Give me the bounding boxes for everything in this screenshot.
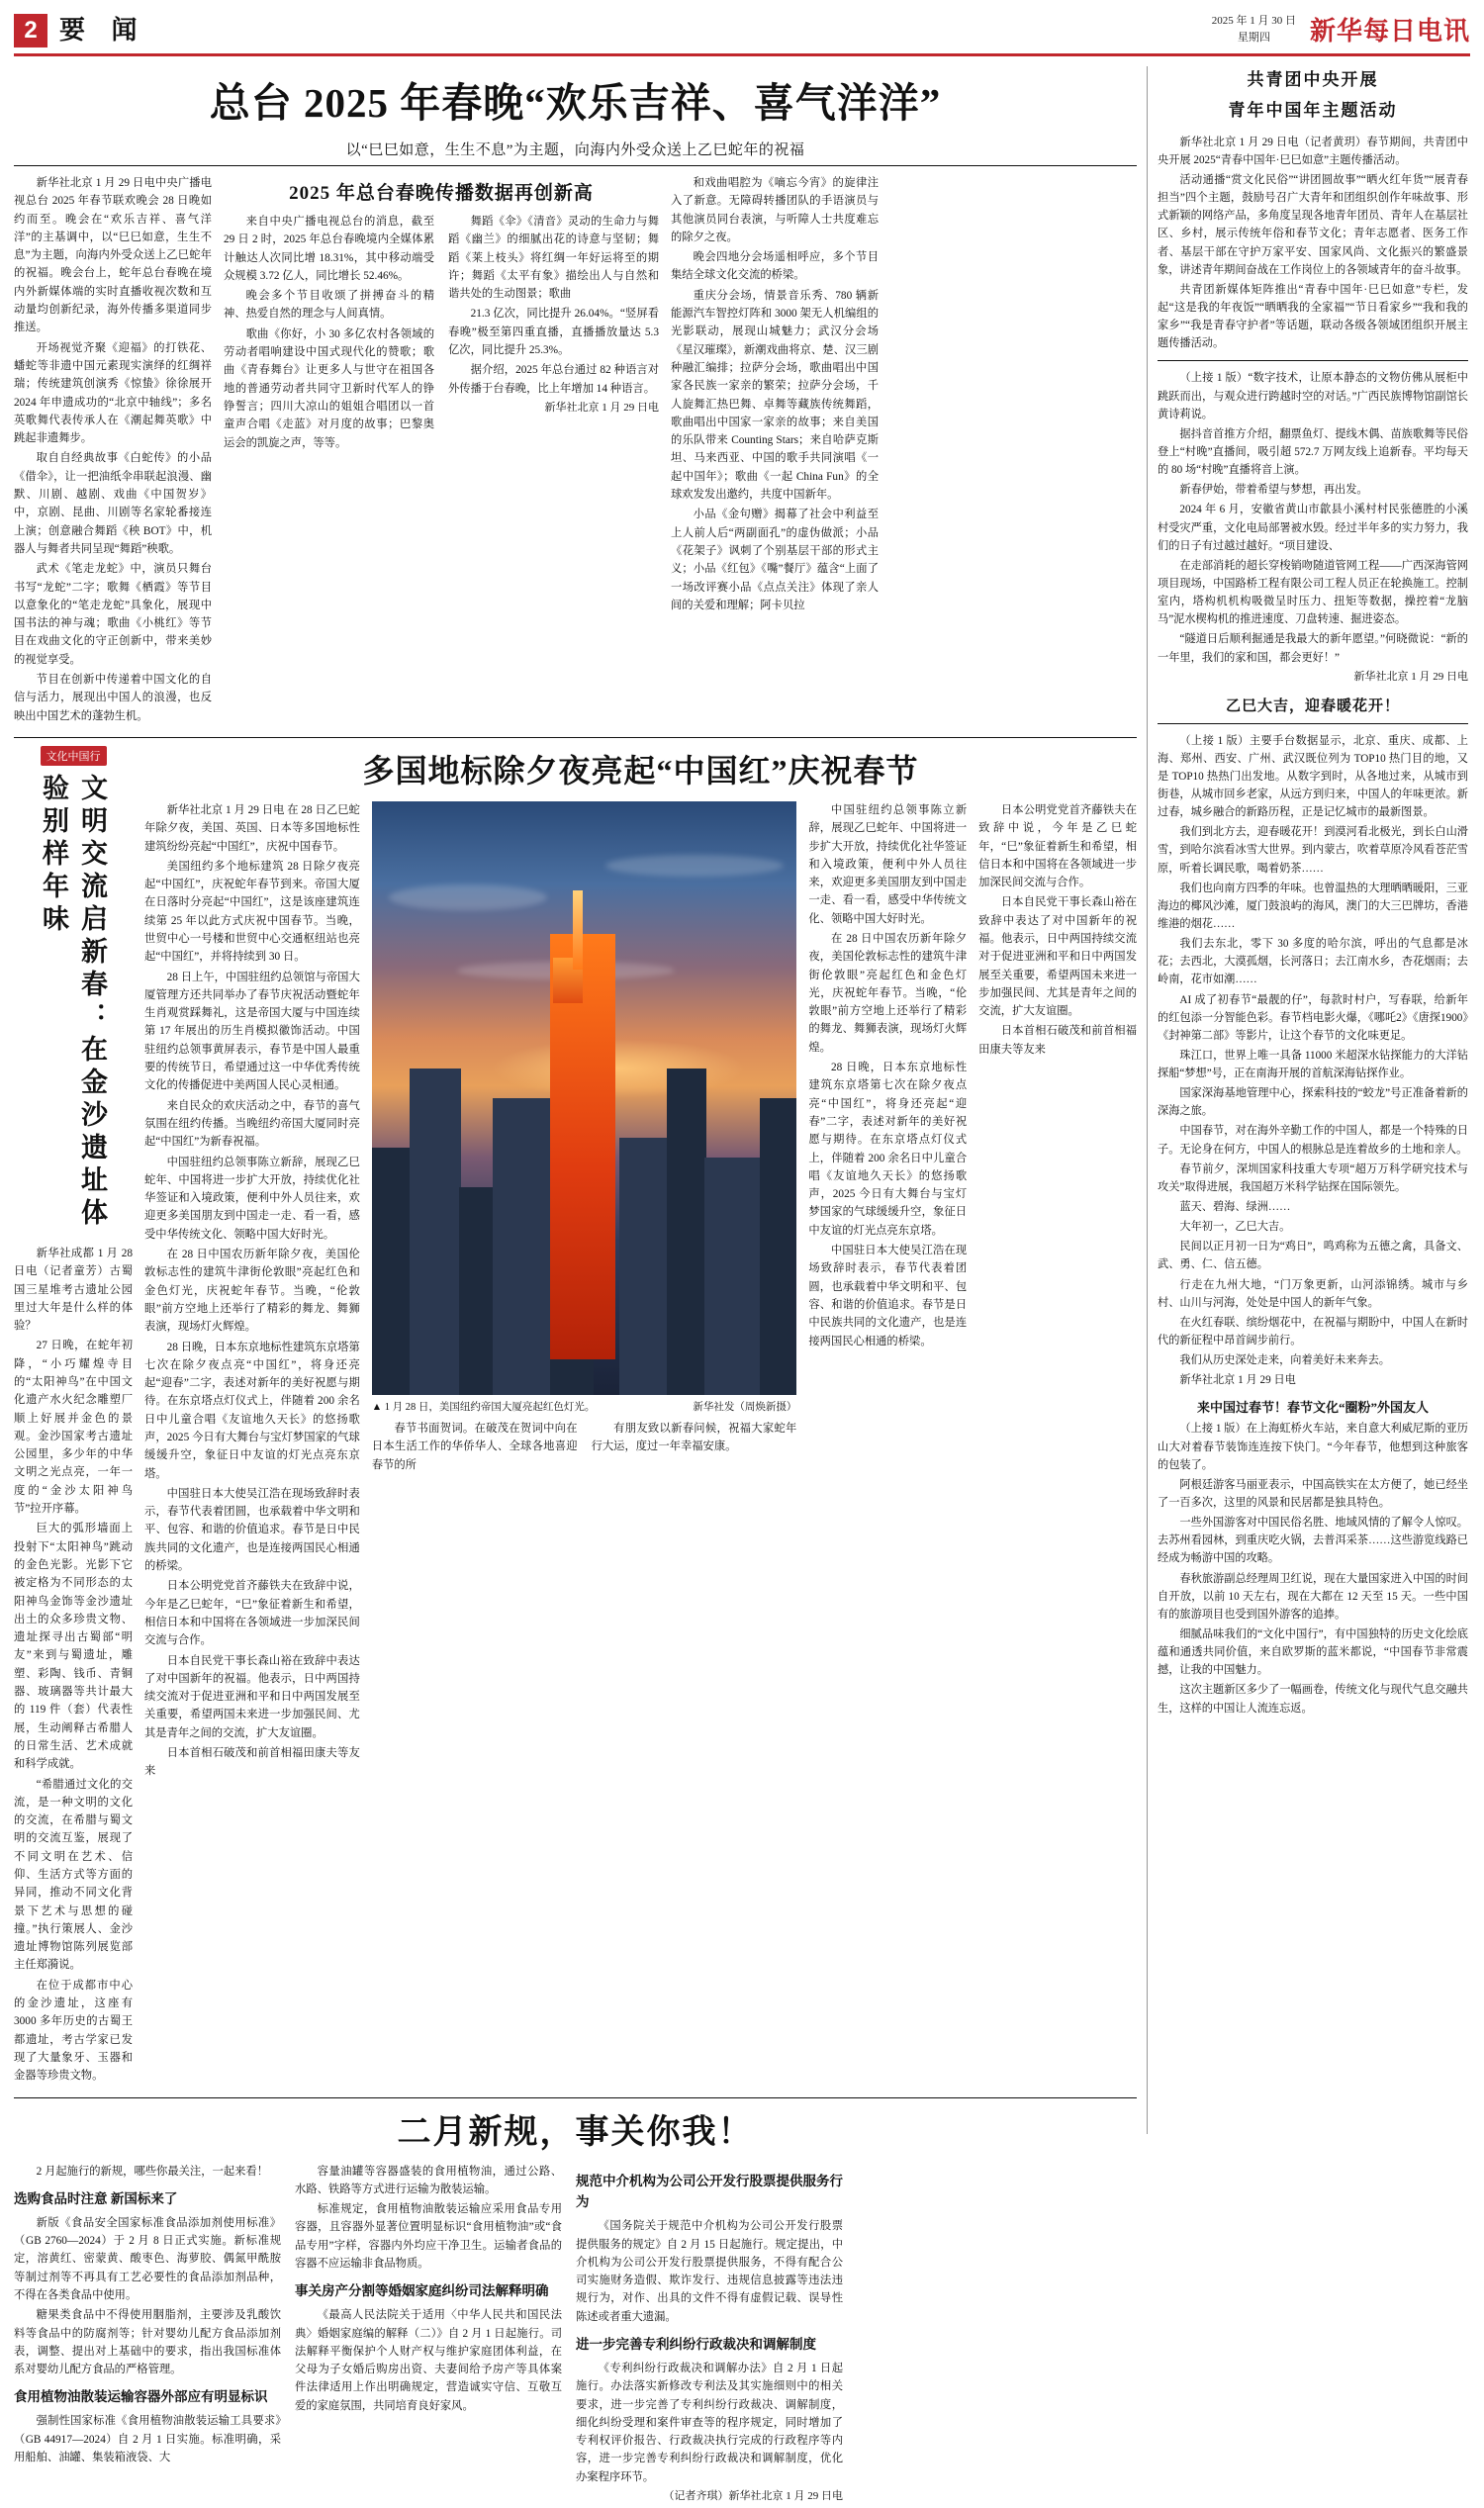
paragraph: 新华社北京 1 月 29 日电（记者黄玥）春节期间，共青团中央开展 2025“青春中国年·巳巳如意”主题传播活动。 — [1158, 136, 1468, 166]
feature-block — [14, 746, 1137, 2088]
culture-china-tour-tag: 文化中国行 — [41, 746, 107, 766]
paragraph: “隧道日后顺利掘通是我最大的新年愿望。”何晓微说：“新的一年里，我们的家和国，都会更好！” — [1158, 633, 1468, 664]
paragraph: 重庆分会场，情景音乐秀、780 辆新能源汽车智控灯阵和 3000 架无人机编组的光影联动，展现山城魅力；武汉分会场《星汉璀璨》，新潮戏曲将京、楚、汉三剧种融汇编排；拉萨分会场，歌曲唱出中国家各民族一家亲的繁荣；拉萨分会场，千人旋舞汇热巴舞、卓舞等藏族传统舞蹈，歌曲唱出中国家一家亲的故事；来自美国的乐队带来 Counting Stars；来自哈萨克斯坦、马来西亚、中国的歌手共同演唱《一起中国年》；歌曲《一起 China Fun》的全球欢发发出邀约，共度中国新年。 — [671, 289, 879, 502]
paragraph: 晚会四地分会场遥相呼应，多个节目集结全球文化交流的桥梁。 — [671, 251, 879, 282]
building — [667, 1068, 706, 1395]
paragraph: 2024 年 6 月，安徽省黄山市歙县小溪村村民张德胜的小溪村受灾严重，文化电局部署被水毁。经过半年多的实力努力，我们的日子有过越过越好。“项目建设、 — [1158, 504, 1468, 552]
right-headline-line2: 青年中国年主题活动 — [1228, 100, 1398, 120]
paragraph: 细腻品味我们的“文化中国行”，有中国独特的历史文化绘底蕴和通透共同价值，来自欧罗斯的蓝米都说，“中国春节非常震撼，让我的中国魅力。 — [1158, 1628, 1468, 1677]
empire-state-building-photo — [372, 801, 797, 1395]
right-column — [1147, 66, 1468, 2134]
paragraph: 新华社北京 1 月 29 日电 — [1179, 1374, 1296, 1387]
paragraph: 《最高人民法院关于适用〈中华人民共和国民法典〉婚姻家庭编的解释（二）》自 2 月 1 日起施行。司法解释平衡保护个人财产权与维护家庭团体利益，在父母为子女婚后购房出资、夫妻间给予房产等具体案件法律适用上作出明确规定，营造诚实守信、互敬互爱的家庭氛围，共同培育良好家风。 — [295, 2309, 562, 2412]
feature-col-1 — [144, 801, 360, 1783]
paragraph: 珠江口，世界上唯一具备 11000 米超深水钻探能力的大洋钻探船“梦想”号，正在南海开展的首航深海钻探作业。 — [1158, 1049, 1468, 1080]
paragraph: 标准规定，食用植物油散装运输应采用食品专用容器，且容器外显著位置明显标识“食用植物油”或“食品专用”字样，容器内外均应干净卫生。运输者食品的容器不应运输非食品物质。 — [295, 2203, 562, 2271]
paragraph: 我们从历史深处走来，向着美好未来奔去。 — [1179, 1354, 1390, 1367]
esb-antenna — [573, 890, 583, 970]
masthead — [14, 10, 1470, 56]
regulations-col-1 — [14, 2163, 281, 2508]
paragraph: 节目在创新中传递着中国文化的自信与活力，展现出中国人的浪漫，也反映出中国艺术的蓬勃生机。 — [14, 674, 212, 722]
lead-col-1 — [14, 174, 212, 727]
publication-logo: 新华每日电讯 — [1309, 17, 1470, 46]
paragraph: （上接 1 版）主要手台数据显示，北京、重庆、成都、上海、郑州、西安、广州、武汉既位列为 TOP10 热门目的地，又是 TOP10 热热门出发地。从数字到时，从各地过来，从城市到街巷，从城市回乡老家，从远方到归来，中国人的年味更浓。新过春，城乡融合的新路历程，正是记忆城市的最新图景。 — [1158, 734, 1468, 819]
paragraph: 春秋旅游副总经理周卫红说，现在大量国家进入中国的时间自开放，以前 10 天左右，现在大都在 12 天至 15 天。一些中国有的旅游项目也受到国外游客的追捧。 — [1158, 1572, 1468, 1621]
feature-photo-column — [372, 801, 797, 1783]
building — [704, 1158, 760, 1395]
building — [372, 1148, 412, 1395]
feature-tag-wrap — [14, 746, 133, 766]
regulations-col-3 — [576, 2163, 843, 2508]
feature-vertical-text — [14, 1245, 133, 2086]
paragraph: 据抖音首推方介绍，翻票鱼灯、提线木偶、苗族歌舞等民俗登上“村晚”直播间，吸引超 572.7 万网友线上追新春。平均每天的 80 场“村晚”直播将音上演。 — [1158, 427, 1468, 477]
paragraph: 中国驻纽约总领事陈立新辞，展现乙巳蛇年、中国将进一步扩大开放，持续优化社华签证和入境政策，便利中外人员往来，欢迎更多美国朋友到中国走一走、看一看，感受中华传统文化、领略中国大好时光。 — [808, 803, 968, 925]
paragraph: 有朋友致以新春问候，祝福大家蛇年行大运，度过一年幸福安康。 — [591, 1422, 797, 1453]
building — [619, 1138, 669, 1395]
paragraph: 28 日上午，中国驻纽约总领馆与帝国大厦管理方还共同举办了春节庆祝活动暨蛇年生肖观赏踩舞礼，这是帝国大厦与中国连续第 17 年展出的历生肖模拟徽饰活动。中国驻纽约总领事黄屏表示，春节是中国人最重要的传统节日，希望通过这一中华优秀传统文化的传播促进中美两国人民心灵相通。 — [144, 971, 360, 1092]
rule — [14, 165, 1137, 166]
paragraph: 晚会多个节目收颂了拼搏奋斗的精神、热爱自然的理念与人间真情。 — [224, 290, 434, 321]
lead-article-columns — [14, 174, 1137, 727]
paragraph: （上接 1 版）“数字技术，让原本静态的文物仿佛从展柜中跳跃而出，与观众进行跨越时空的对话。”广西民族博物馆副馆长黄诗莉说。 — [1158, 372, 1468, 420]
lead-col-3 — [671, 174, 879, 727]
building — [760, 1098, 797, 1395]
rule — [1158, 360, 1468, 361]
paragraph: 日本自民党干事长森山裕在致辞中表达了对中国新年的祝福。他表示，日中两国持续交流对于促进亚洲和平和日中两国发展至关重要，希望两国未来进一步加强民间、尤其是青年之间的交流，扩大友谊圈。 — [144, 1654, 360, 1739]
rule — [1158, 723, 1468, 724]
paragraph: 2 月起施行的新规，哪些你最关注，一起来看！ — [36, 2165, 269, 2178]
regulation-subhead-food: 选购食品时注意 新国标来了 — [14, 2190, 178, 2206]
paragraph: 一些外国游客对中国民俗名胜、地域风情的了解令人惊叹。去苏州看园林，到重庆吃火锅，去普洱采茶……这些游览线路已经成为畅游中国的攻略。 — [1158, 1517, 1468, 1565]
paragraph: AI 成了初春节“最靓的仔”，每款时村户，写春联，给新年的红包添一分智能色彩。春节档电影火爆，《哪吒2》《唐探1900》《封神第二部》等影片，让这个春节的文化味更足。 — [1158, 993, 1468, 1042]
paragraph: 据介绍，2025 年总台通过 82 种语言对外传播于台春晚，比上年增加 14 种语言。 — [448, 364, 659, 395]
byline: （记者齐琪）新华社北京 1 月 29 日电 — [663, 2490, 843, 2502]
paragraph: 取自自经典故事《白蛇传》的小品《借伞》，让一把油纸伞串联起浪漫、幽默、川剧、越剧、戏曲《中国贺岁》中，京剧、昆曲、川剧等名家轮番接连上演；创意融合舞蹈《秧 BOT》中，机器人与舞者共同呈现“舞蹈”秧歌。 — [14, 452, 212, 555]
regulation-subhead-oil: 食用植物油散装运输容器外部应有明显标识 — [14, 2389, 268, 2405]
paragraph: 共青团新媒体矩阵推出“青春中国年·巳巳如意”专栏，发起“这是我的年夜饭”“晒晒我的全家福”“节日看家乡”“我和我的家乡”“我是青春守护者”等话题，联动各级各领域团组织开展主题传播活动。 — [1158, 283, 1468, 350]
masthead-right — [1212, 11, 1470, 47]
paragraph: 民间以正月初一日为“鸡日”，鸣鸡称为五德之禽，具备文、武、勇、仁、信五德。 — [1158, 1241, 1468, 1271]
right-headline-line1: 共青团中央开展 — [1247, 70, 1379, 89]
rule — [14, 737, 1137, 738]
regulations-columns — [14, 2163, 1137, 2508]
paragraph: 《专利纠纷行政裁决和调解办法》自 2 月 1 日起施行。办法落实新修改专利法及其实施细则中的相关要求，进一步完善了专利纠纷行政裁决、调解制度，细化纠纷受理和案件审查等的程序规定，同时增加了专利权评价报告、行政裁决执行完成的行政程序等内容，进一步完善专利纠纷行政裁决和调解制度，优化办案程序环节。 — [576, 2362, 843, 2483]
paragraph: 蓝天、碧海、绿洲…… — [1179, 1201, 1291, 1214]
paragraph: 中国春节，对在海外辛勤工作的中国人，都是一个特殊的日子。无论身在何方，中国人的根脉总是连着故乡的土地和亲人。 — [1158, 1125, 1468, 1156]
lead-headline: 总台 2025 年春晚“欢乐吉祥、喜气洋洋” — [209, 80, 942, 126]
building — [459, 1187, 495, 1395]
paragraph: 日本公明党党首齐藤铁夫在致辞中说，今年是乙巳蛇年，“巳”象征着新生和希望，相信日本和中国将在各领域进一步加深民间交流与合作。 — [144, 1580, 360, 1647]
paragraph: 《国务院关于规范中介机构为公司公开发行股票提供服务的规定》自 2 月 15 日起施行。规定提出，中介机构为公司公开发行股票提供服务，不得有配合公司实施财务造假、欺诈发行、违规信息披露等违法违规行为，对作、出具的文件不得有虚假记载、误导性陈述或者重大遗漏。 — [576, 2220, 843, 2323]
cloud — [605, 855, 784, 877]
feature-headline: 多国地标除夕夜亮起“中国红”庆祝春节 — [362, 752, 919, 789]
paragraph: 舞蹈《伞》《清音》灵动的生命力与舞蹈《幽兰》的细腻出花的诗意与坚韧；舞蹈《莱上枝头》将红绸一年好运将至的期许；舞蹈《太平有象》描绘出人与自然和谐共处的生动图景；歌曲 — [448, 216, 659, 301]
paragraph: 美国纽约多个地标建筑 28 日除夕夜亮起“中国红”，庆祝蛇年春节到来。帝国大厦在日落时分亮起“中国红”，这是该座建筑连续第 25 年以此方式庆祝中国春节。当晚，世贸中心一号楼和世贸中心交通枢纽站也亮起“中国红”，并将持续到 30 日。 — [144, 860, 360, 964]
paragraph: 在火红春联、缤纷烟花中，在祝福与期盼中，中国人在新时代的新征程中昂首阔步前行。 — [1158, 1316, 1468, 1347]
paragraph: 来自民众的欢庆活动之中，春节的喜气氛围在纽约传播。当晚纽约帝国大厦同时亮起“中国红”为新春祝福。 — [144, 1099, 360, 1149]
paragraph: 和戏曲唱腔为《嘀忘今宵》的旋律注入了新意。无障碍转播团队的手语演员与其他演员同台表演，与听障人士共度难忘的除夕之夜。 — [671, 177, 879, 243]
paragraph: 巨大的弧形墙面上投射下“太阳神鸟”跳动的金色光影。光影下它被定格为不同形态的太阳神鸟金饰等金沙遗址出土的众多珍贵文物、遗址探寻出古蜀部“明友”来到与蜀遗址，雕塑、彩陶、钱币、青铜器、玻璃器等共计最大的 119 件（套）代表性展，生动阐释古希腊人的日常生活、艺术成就和科学成就。 — [14, 1523, 133, 1771]
paragraph: 在位于成都市中心的金沙遗址，这座有 3000 多年历史的古蜀王都遗址，考古学家已发现了大量象牙、玉器和金器等珍贵文物。 — [14, 1979, 133, 2083]
paragraph: 糖果类食品中不得使用胭脂剂，主要涉及乳酸饮料等食品中的防腐剂等；针对婴幼儿配方食品添加剂表，调整、提出对上基础中的要求，指出我国标准体系对婴幼儿配方食品的严格管理。 — [14, 2309, 281, 2376]
regulation-subhead-marriage: 事关房产分割等婚姻家庭纠纷司法解释明确 — [295, 2283, 549, 2299]
right-subheadline: 乙巳大吉，迎春暖花开！ — [1225, 697, 1400, 714]
paragraph: 在走部消耗的超长穿梭销吻随道管网工程——广西深海管网项目现场，中国路桥工程有限公司工程人员正在轮换施工。控制室内，塔构机机构吸微呈时压力、扭矩等数据，操控着“龙脑马”泥水楔构机的推进速度、刀盘转速、掘进姿态。 — [1158, 559, 1468, 626]
paragraph: 小品《金句赠》揭幕了社会中利益至上人前人后“两副面孔”的虚伪做派；小品《花架子》讽刺了个别基层干部的形式主义；小品《红包》《嘴”餐厅》蕴含“上面了一场改评赛小品《点点关注》体现了亲人间的关爱和理解；阿卡贝拉 — [671, 509, 879, 611]
lead-col-2 — [224, 174, 659, 727]
lead-subhead: 2025 年总台春晚传播数据再创新高 — [289, 183, 594, 204]
feature-col-3 — [978, 801, 1137, 1783]
right-article-2 — [1158, 369, 1468, 686]
regulation-subhead-ipo: 规范中介机构为公司公开发行股票提供服务行为 — [576, 2173, 843, 2210]
rule — [14, 2097, 1137, 2098]
paragraph: 中国驻日本大使吴江浩在现场致辞时表示，春节代表着团圆，也承载着中华文明和平、包容、和谐的价值追求。春节是日中民族共同的文化遗产，也是连接两国民心相通的桥梁。 — [144, 1487, 360, 1573]
left-zone — [14, 66, 1137, 2502]
paragraph: 来自中央广播电视总台的消息，截至 29 日 2 时，2025 年总台春晚境内全媒体累计触达人次同比增 18.31%，其中移动端受众规模 3.72 亿人，同比增长 52.46%。 — [224, 216, 434, 282]
paragraph: 开场视觉齐聚《迎福》的打铁花、蟠蛇等非遗中国元素现实演绎的红绸祥瑞；传统建筑创演秀《惊蛰》徐徐展开 2024 年申遗成功的“北京中轴线”；多名英歌舞代表传承人在《潮起舞英歌》中跳起非遗舞步。 — [14, 341, 212, 445]
paragraph: 这次主题新区多少了一幅画卷，传统文化与现代气息交融共生，这样的中国让人流连忘返。 — [1158, 1684, 1468, 1715]
paragraph: 27 日晚，在蛇年初降，“小巧耀煌寺目的“太阳神鸟”在中国文化遗产水火纪念雕塑厂顺上好展并金色的景观。金沙国家考古遗址公园里，多少年的中华文明之光点亮，一年一度的“金沙太阳神鸟节”拉开序幕。 — [14, 1340, 133, 1516]
feature-vertical-column — [14, 746, 133, 2088]
dateline: 新华社北京 1 月 29 日电 — [1353, 670, 1468, 683]
sunset-glow — [491, 1039, 746, 1098]
page-folio: 2 — [14, 14, 47, 47]
feature-main — [144, 746, 1137, 2088]
photo-caption-row — [372, 1399, 797, 1414]
lead-headline-block — [14, 70, 1137, 159]
paragraph: 春节前夕，深圳国家科技重大专项“超万万科学研究技术与攻关”取得进展，我国超万米科学钻探在国际领先。 — [1158, 1162, 1468, 1193]
page-body — [14, 66, 1470, 2502]
paragraph: 武术《笔走龙蛇》中，演员只舞台书写“龙蛇”二字；歌舞《栖霞》等节目以意象化的“笔走龙蛇”具象化，展现中国书法的神与魂；歌曲《小桃红》等节目在戏曲文化的守正创新中，带来美妙的视觉享受。 — [14, 563, 212, 666]
paragraph: 我们去东北，零下 30 多度的哈尔滨，呼出的气息都是冰花；去西北，大漠孤烟，长河落日；去江南水乡，杏花烟雨；去岭南，花市如潮…… — [1158, 938, 1468, 986]
paragraph: 28 日晚，日本东京地标性建筑东京塔第七次在除夕夜点亮“中国红”，将身还亮起“迎春”二字，表述对新年的美好祝愿与期待。在东京塔点灯仪式上，伴随着 200 余名日中儿童合唱《友谊地久天长》的悠扬歌声，2025 今日有大舞台与宝灯梦国家的气球缓缓升空，象征日中友谊的灯光点亮东京塔。 — [144, 1341, 360, 1480]
paragraph: “希腊通过文化的交流，是一种文明的文化的交流，在希腊与蜀文明的交流互鉴，展现了不同文明在艺术、信仰、生活方式等方面的异同，推动不同文化背景下艺术与思想的碰撞。”执行策展人、金沙遗址博物馆陈列展览部主任郑漪说。 — [14, 1778, 133, 1972]
paragraph: 歌曲《你好，小 30 多亿农村各领域的劳动者唱响建设中国式现代化的赞歌；歌曲《青春舞台》让更多人与世守在祖国各地的普通劳动者共同守卫新时代军人的铮铮誓言；四川大凉山的姐姐合唱团以一首童声合唱《走蓝》对月度的故事；巴黎奥运会的凯旋之声，等等。 — [224, 327, 434, 449]
dateline: 新华社成都 1 月 28 日电（记者童芳）古蜀国三星堆考古遗址公园里过大年是什么样的体验？ — [14, 1247, 133, 1333]
regulations-block — [14, 2104, 1137, 2508]
right-article-4 — [1158, 1420, 1468, 1717]
building — [493, 1098, 552, 1395]
feature-vertical-headline: 文明交流启新春：在金沙遗址体验别样年味 — [39, 773, 107, 1231]
paragraph: 21.3 亿次，同比提升 26.04%。“竖屏看春晚”极至第四重直播，直播播放量达 5.3 亿次，同比提升 25.3%。 — [448, 308, 659, 357]
right-article-1 — [1158, 134, 1468, 353]
paragraph: （上接 1 版）在上海虹桥火车站，来自意大利威尼斯的亚历山大对着春节装饰连连按下快门。“今年春节，他想到这种旅客的包装了。 — [1158, 1423, 1468, 1471]
paragraph: 新版《食品安全国家标准食品添加剂使用标准》（GB 2760—2024）于 2 月 8 日正式实施。新标准规定，溶黄红、密蒙黄、酸枣色、海萝胶、偶氮甲酰胺等制过剂等不再具有工艺必要性的食品添加剂品种，不得在各类食品中使用。 — [14, 2216, 281, 2301]
right-headline-3: 来中国过春节！春节文化“圈粉”外国友人 — [1196, 1400, 1429, 1416]
paragraph: 行走在九州大地，“门万象更新，山河添锦绣。城市与乡村、山川与河海，处处是中国人的新年气象。 — [1158, 1278, 1468, 1309]
paragraph: 国家深海基地管理中心，探索科技的“蛟龙”号正准备着新的深海之旅。 — [1158, 1087, 1468, 1118]
lead-subheadline: 以“巳巳如意，生生不息”为主题，向海内外受众送上乙巳蛇年的祝福 — [345, 142, 805, 158]
paragraph: 新华社北京 1 月 29 日电中央广播电视总台 2025 年春节联欢晚会 28 日晚如约而至。晚会在“欢乐吉祥、喜气洋洋”的主基调中，以“巳巳如意，生生不息”为主题，向海内外受众送上乙巳蛇年的祝福。晚会台上，蛇年总台春晚在境内外新媒体端的实时直播收视次数和互动量均创新纪录，海外传播多渠道同步推送。 — [14, 177, 212, 334]
feature-col-2 — [808, 801, 967, 1783]
cloud — [389, 884, 547, 910]
feature-inner — [144, 801, 1137, 1783]
lead-col-2-text — [224, 213, 659, 452]
feature-photo-undertext — [372, 1420, 797, 1474]
section-title: 要 闻 — [59, 16, 147, 45]
paragraph: 日本首相石破茂和前首相福田康夫等友来 — [978, 1025, 1137, 1056]
paragraph: 活动通播“赏文化民俗”“讲团圆故事”“晒火红年货”“展青春担当”四个主题，鼓励号召广大青年和团组织创作年味故事、形式新颖的网络产品，多角度呈现各地青年团员、青年人在基层社区、乡村，展示传统年俗和春节文化；青年志愿者、医务工作者、基层干部在守护万家平安、国家风尚、文化振兴的繁盛景象，讲述青年期间奋战在工作岗位上的各领域青年的奋斗故事。 — [1158, 174, 1468, 276]
dateline: 新华社北京 1 月 29 日电 — [544, 401, 659, 414]
photo-caption: ▲ 1 月 28 日，美国纽约帝国大厦亮起红色灯光。 — [371, 1401, 596, 1413]
paragraph: 在 28 日中国农历新年除夕夜，美国伦敦标志性的建筑牛津街伦敦眼”亮起红色和金色灯光，庆祝蛇年春节。当晚，“伦敦眼”前方空地上还举行了精彩的舞龙、舞狮表演，现场灯火辉煌。 — [144, 1249, 360, 1334]
paragraph: 阿根廷游客马丽亚表示，中国高铁实在太方便了，她已经坐了一百多次，这里的风景和民居都是独具特色。 — [1158, 1478, 1468, 1510]
regulations-col-2 — [295, 2163, 562, 2508]
paragraph: 我们到北方去，迎春暖花开！到漠河看北极光，到长白山滑雪，到哈尔滨看冰雪大世界。到内蒙古，吹着草原冷风看苍茫雪原，听着长调民歌，喝着奶茶…… — [1158, 826, 1468, 875]
paragraph: 中国驻纽约总领事陈立新辞，展现乙巳蛇年、中国将进一步扩大开放，持续优化社华签证和入境政策，便利中外人员往来，欢迎更多美国朋友到中国走一走、看一看，感受中华传统文化、领略中国大好时光。 — [144, 1156, 360, 1241]
paragraph: 在 28 日中国农历新年除夕夜，美国伦敦标志性的建筑牛津街伦敦眼”亮起红色和金色灯光，庆祝蛇年春节。当晚，“伦敦眼”前方空地上还举行了精彩的舞龙、舞狮表演，现场灯火辉煌。 — [808, 932, 968, 1054]
building — [410, 1068, 461, 1395]
masthead-date-block — [1212, 13, 1296, 47]
paragraph: 新春伊始，带着希望与梦想，再出发。 — [1179, 484, 1368, 497]
paragraph: 强制性国家标准《食用植物油散装运输工具要求》（GB 44917—2024）自 2 月 1 日实施。标准明确，采用船舶、油罐、集装箱液袋、大 — [14, 2415, 281, 2463]
regulation-subhead-patent: 进一步完善专利纠纷行政裁决和调解制度 — [576, 2337, 816, 2353]
paragraph: 日本自民党干事长森山裕在致辞中表达了对中国新年的祝福。他表示，日中两国持续交流对于促进亚洲和平和日中两国发展至关重要，希望两国未来进一步加强民间、尤其是青年之间的交流，扩大友谊圈。 — [978, 896, 1137, 1018]
paragraph: 大年初一，乙巳大吉。 — [1179, 1221, 1291, 1234]
paragraph: 新华社北京 1 月 29 日电 在 28 日乙巳蛇年除夕夜，美国、英国、日本等多国地标性建筑纷纷亮起“中国红”，庆祝中国春节。 — [144, 803, 360, 853]
paragraph: 我们也向南方四季的年味。也曾温热的大理晒晒暖阳，三亚海边的椰风沙滩，厦门鼓浪屿的海风，澳门的大三巴牌坊，香港维港的烟花…… — [1158, 882, 1468, 930]
regulations-headline: 二月新规，事关你我！ — [397, 2113, 754, 2151]
issue-weekday: 星期四 — [1237, 31, 1270, 44]
photo-credit: 新华社发（周焕新摄） — [693, 1401, 797, 1413]
issue-date: 2025 年 1 月 30 日 — [1211, 15, 1296, 27]
paragraph: 中国驻日本大使吴江浩在现场致辞时表示，春节代表着团圆，也承载着中华文明和平、包容、和谐的价值追求。春节是日中民族共同的文化遗产，也是连接两国民心相通的桥梁。 — [808, 1245, 968, 1347]
paragraph: 容量油罐等容器盛装的食用植物油，通过公路、水路、铁路等方式进行运输为散装运输。 — [295, 2165, 562, 2195]
paragraph: 日本公明党党首齐藤铁夫在致辞中说，今年是乙巳蛇年，“巳”象征着新生和希望，相信日本和中国将在各领域进一步加深民间交流与合作。 — [978, 803, 1137, 889]
paragraph: 日本首相石破茂和前首相福田康夫等友来 — [144, 1747, 360, 1778]
paragraph: 28 日晚，日本东京地标性建筑东京塔第七次在除夕夜点亮“中国红”，将身还亮起“迎春”二字，表述对新年的美好祝愿与期待。在东京塔点灯仪式上，伴随着 200 余名日中儿童合唱《友谊地久天长》的悠扬歌声，2025 今日有大舞台与宝灯梦国家的气球缓缓升空，象征日中友谊的灯光点亮东京塔。 — [808, 1062, 968, 1237]
right-article-3 — [1158, 732, 1468, 1390]
paragraph: 春节书面贺词。在破茂在贺词中向在日本生活工作的华侨华人、全球各地喜迎春节的所 — [371, 1422, 578, 1471]
